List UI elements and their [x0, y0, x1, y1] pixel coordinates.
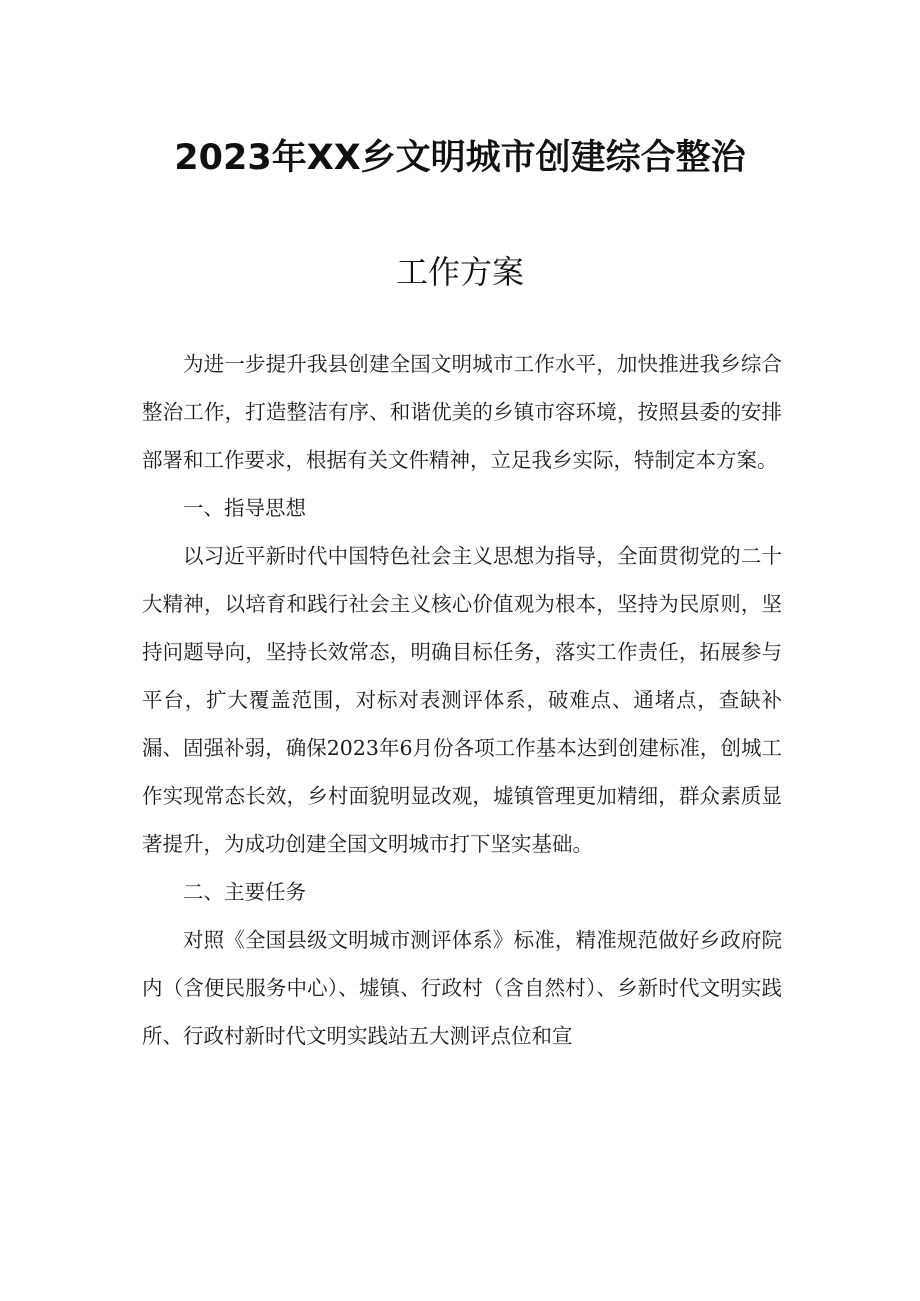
- document-title-line-1: 2023年XX乡文明城市创建综合整治: [174, 138, 746, 178]
- section-paragraph-main-tasks: 对照《全国县级文明城市测评体系》标准，精准规范做好乡政府院内（含便民服务中心）、墟镇、行政村（含自然村）、乡新时代文明实践所、行政村新时代文明实践站五大测评点位和宣: [142, 928, 782, 1048]
- document-title-line-2: 工作方案: [395, 253, 524, 291]
- section-heading-main-tasks: 二、主要任务: [183, 880, 306, 904]
- intro-paragraph: 为进一步提升我县创建全国文明城市工作水平，加快推进我乡综合整治工作，打造整洁有序、和谐优美的乡镇市容环境，按照县委的安排部署和工作要求，根据有关文件精神，立足我乡实际，特制定本方案。: [142, 352, 782, 472]
- section-paragraph-guiding-ideology: 以习近平新时代中国特色社会主义思想为指导，全面贯彻党的二十大精神，以培育和践行社会主义核心价值观为根本，坚持为民原则，坚持问题导向，坚持长效常态，明确目标任务，落实工作责任，拓展参与平台，扩大覆盖范围，对标对表测评体系，破难点、通堵点，查缺补漏、固强补弱，确保2023年6月份各项工作基本达到创建标准，创城工作实现常态长效，乡村面貌明显改观，墟镇管理更加精细，群众素质显著提升，为成功创建全国文明城市打下坚实基础。: [142, 544, 782, 856]
- document-body: [142, 340, 782, 1060]
- section-heading-guiding-ideology: 一、指导思想: [183, 496, 306, 520]
